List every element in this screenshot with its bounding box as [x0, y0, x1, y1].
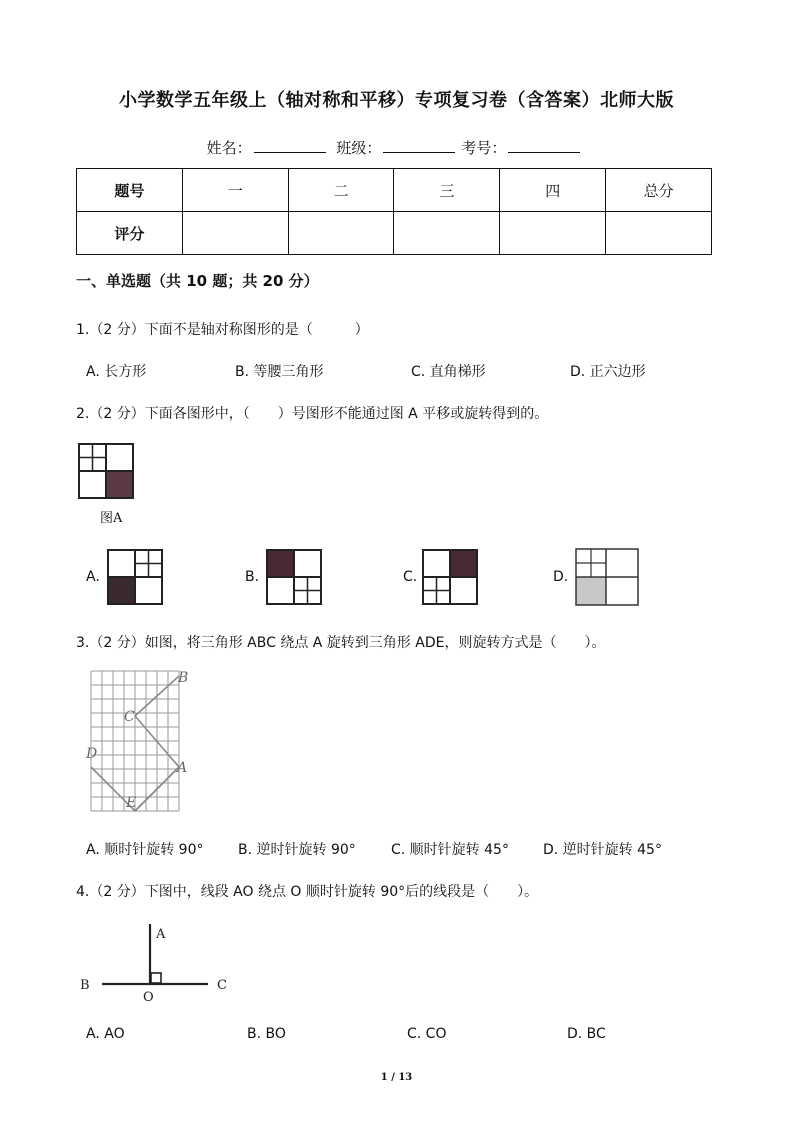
exam-no-blank[interactable]	[508, 138, 580, 153]
q1-option-b[interactable]: B. 等腰三角形	[235, 364, 324, 380]
q3-label-a: A	[177, 760, 188, 776]
q3-label-c: C	[124, 709, 135, 725]
q3-label-b: B	[178, 670, 189, 686]
name-label: 姓名：	[206, 139, 252, 157]
score-row-label: 评分	[77, 212, 183, 255]
q4-right-angle-mark	[151, 973, 161, 983]
q2-option-b-figure[interactable]	[266, 549, 322, 605]
q4-segment-figure	[76, 920, 236, 1004]
q3-option-c[interactable]: C. 顺时针旋转 45°	[391, 842, 509, 858]
figure-a	[78, 443, 134, 499]
q2-option-b[interactable]: B.	[245, 569, 260, 585]
score-table-header-cell: 题号	[77, 169, 183, 212]
q3-option-a[interactable]: A. 顺时针旋转 90°	[86, 842, 204, 858]
q4-label-b: B	[80, 978, 90, 993]
q1-option-c[interactable]: C. 直角梯形	[411, 364, 486, 380]
q3-label-d: D	[86, 746, 98, 762]
q1-option-d[interactable]: D. 正六边形	[570, 364, 646, 380]
score-table-score-row	[77, 212, 712, 255]
score-cell[interactable]	[606, 212, 712, 255]
score-table-header-cell: 二	[288, 169, 394, 212]
score-cell[interactable]	[182, 212, 288, 255]
question-1-text: 1.（2 分）下面不是轴对称图形的是（ ）	[76, 322, 369, 338]
q4-label-a: A	[156, 927, 166, 942]
q3-option-b[interactable]: B. 逆时针旋转 90°	[238, 842, 356, 858]
name-blank[interactable]	[254, 138, 326, 153]
question-3-text: 3.（2 分）如图，将三角形 ABC 绕点 A 旋转到三角形 ADE，则旋转方式是（ ）。	[76, 635, 606, 651]
score-table-header-row	[77, 169, 712, 212]
q4-label-c: C	[217, 978, 227, 993]
figure-a-shaded-cell	[107, 472, 132, 497]
q1-option-a[interactable]: A. 长方形	[86, 364, 147, 380]
q2-option-a-figure[interactable]	[107, 549, 163, 605]
q2-option-d-figure[interactable]	[575, 548, 639, 606]
q4-label-o: O	[143, 990, 154, 1005]
figure-a-caption: 图A	[100, 511, 123, 526]
score-table-header-cell: 三	[394, 169, 500, 212]
score-cell[interactable]	[394, 212, 500, 255]
section-title: 一、单选题（共 10 题；共 20 分）	[76, 272, 319, 290]
page-title: 小学数学五年级上（轴对称和平移）专项复习卷（含答案）北师大版	[119, 90, 674, 111]
q3-grid-lines	[91, 671, 179, 811]
score-table-header-cell: 一	[182, 169, 288, 212]
score-cell[interactable]	[288, 212, 394, 255]
exam-no-label: 考号：	[461, 139, 507, 157]
q3-label-e: E	[126, 795, 137, 811]
q2-option-c[interactable]: C.	[403, 569, 418, 585]
class-blank[interactable]	[383, 138, 455, 153]
q2-option-a[interactable]: A.	[86, 569, 100, 585]
score-table-header-cell: 四	[500, 169, 606, 212]
q4-option-c[interactable]: C. CO	[407, 1026, 447, 1042]
question-4-text: 4.（2 分）下图中，线段 AO 绕点 O 顺时针旋转 90°后的线段是（ ）。	[76, 884, 539, 900]
q4-option-d[interactable]: D. BC	[567, 1026, 606, 1042]
class-label: 班级：	[336, 139, 382, 157]
q3-rotation-grid-figure	[82, 668, 194, 816]
score-table-header-cell: 总分	[606, 169, 712, 212]
q2-option-d[interactable]: D.	[553, 569, 569, 585]
score-cell[interactable]	[500, 212, 606, 255]
q4-option-b[interactable]: B. BO	[247, 1026, 286, 1042]
page-number: 1 / 13	[380, 1072, 413, 1083]
student-info	[0, 137, 793, 158]
q3-option-d[interactable]: D. 逆时针旋转 45°	[543, 842, 662, 858]
q2-option-c-figure[interactable]	[422, 549, 478, 605]
score-table	[76, 168, 712, 255]
question-2-text: 2.（2 分）下面各图形中，（ ）号图形不能通过图 A 平移或旋转得到的。	[76, 406, 549, 422]
q4-option-a[interactable]: A. AO	[86, 1026, 125, 1042]
